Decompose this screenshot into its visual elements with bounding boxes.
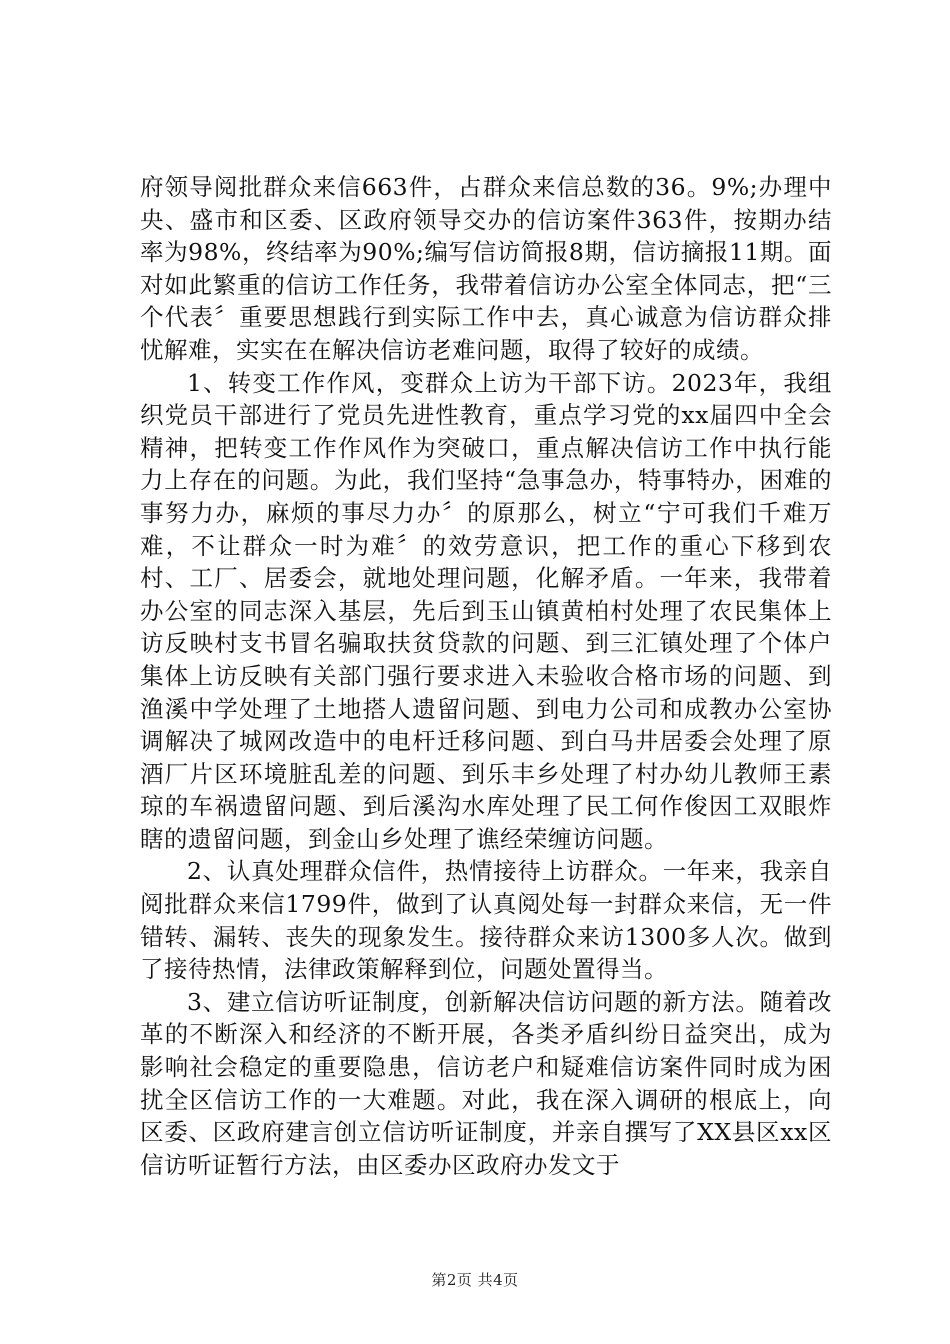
paragraph-continuation: 府领导阅批群众来信663件，占群众来信总数的36。9%;办理中央、盛市和区委、区政府领导交办的信访案件363件，按期办结率为98%，终结率为90%;编写信访简报8期，信访摘报11期。面对如此繁重的信访工作任务，我带着信访办公室全体同志，把“三个代表〞重要思想践行到实际工作中去，真心诚意为信访群众排忧解难，实实在在解决信访老难问题，取得了较好的成绩。 — [140, 173, 832, 364]
page-footer: 第2页 共4页 — [431, 1271, 519, 1289]
paragraph-item-1: 1、转变工作作风，变群众上访为干部下访。2023年，我组织党员干部进行了党员先进性教育，重点学习党的xx届四中全会精神，把转变工作作风作为突破口，重点解决信访工作中执行能力上存在的问题。为此，我们坚持“急事急办，特事特办，困难的事努力办，麻烦的事尽力办〞的原那么，树立“宁可我们千难万难，不让群众一时为难〞的效劳意识，把工作的重心下移到农村、工厂、居委会，就地处理问题，化解矛盾。一年来，我带着办公室的同志深入基层，先后到玉山镇黄柏村处理了农民集体上访反映村支书冒名骗取扶贫贷款的问题、到三汇镇处理了个体户集体上访反映有关部门强行要求进入未验收合格市场的问题、到渔溪中学处理了土地搭人遗留问题、到电力公司和成教办公室协调解决了城网改造中的电杆迁移问题、到白马井居委会处理了原酒厂片区环境脏乱差的问题、到乐丰乡处理了村办幼儿教师王素琼的车祸遗留问题、到后溪沟水库处理了民工何作俊因工双眼炸瞎的遗留问题，到金山乡处理了谯经荣缠访问题。 — [140, 368, 832, 853]
paragraph-item-3: 3、建立信访听证制度，创新解决信访问题的新方法。随着改革的不断深入和经济的不断开展，各类矛盾纠纷日益突出，成为影响社会稳定的重要隐患，信访老户和疑难信访案件同时成为困扰全区信访工作的一大难题。对此，我在深入调研的根底上，向区委、区政府建言创立信访听证制度，并亲自撰写了XX县区xx区信访听证暂行方法，由区委办区政府办发文于 — [140, 987, 832, 1179]
document-body — [140, 171, 832, 1181]
paragraph-item-2: 2、认真处理群众信件，热情接待上访群众。一年来，我亲自阅批群众来信1799件，做到了认真阅处每一封群众来信，无一件错转、漏转、丧失的现象发生。接待群众来访1300多人次。做到了接待热情，法律政策解释到位，问题处置得当。 — [140, 857, 832, 984]
